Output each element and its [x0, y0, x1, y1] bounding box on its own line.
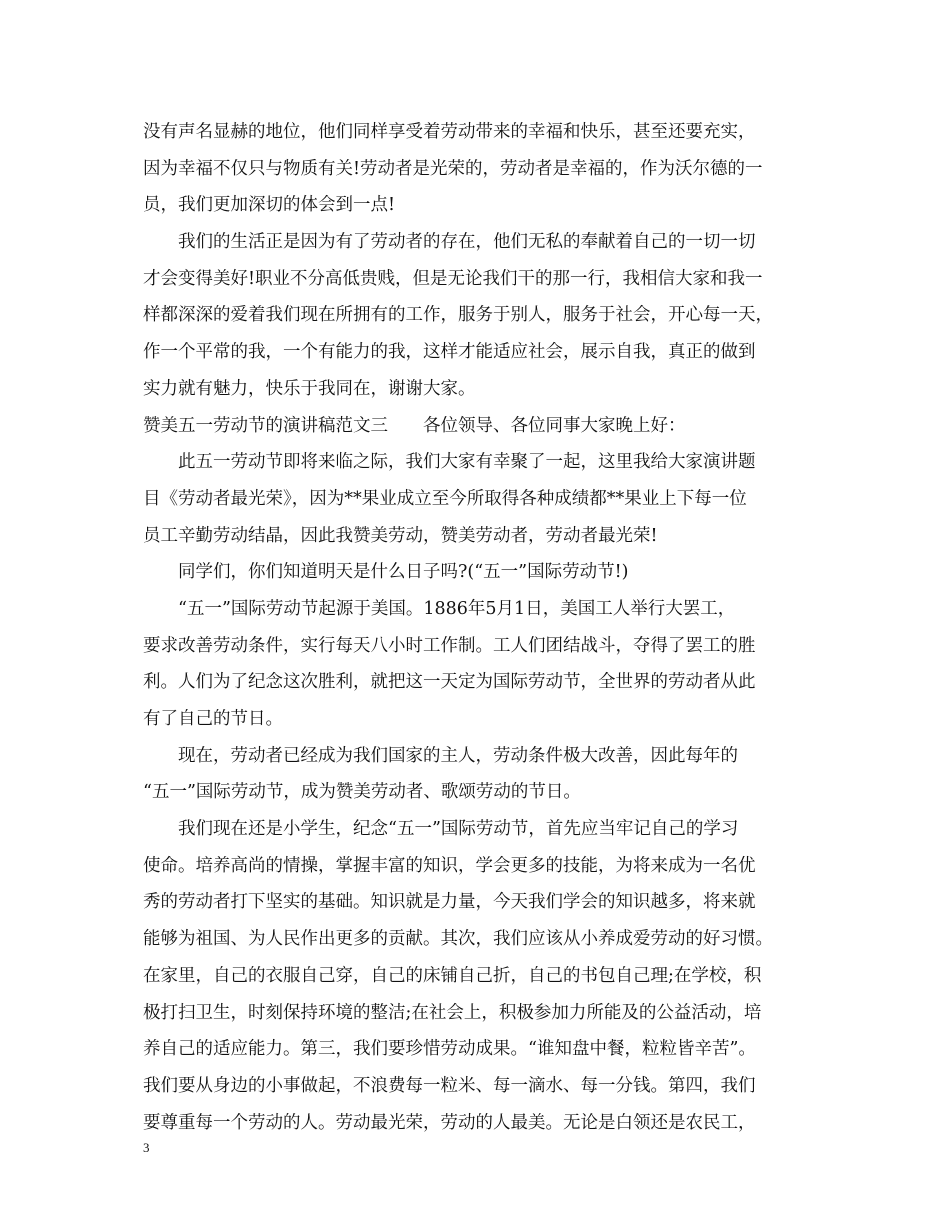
text-line: 目《劳动者最光荣》，因为**果业成立至今所取得各种成绩都**果业上下每一位: [143, 488, 747, 509]
text-line: 同学们，你们知道明天是什么日子吗?(“五一”国际劳动节!): [178, 562, 629, 583]
text-line: 在家里，自己的衣服自己穿，自己的床铺自己折，自己的书包自己理;在学校，积: [143, 965, 762, 986]
section-heading-line: 赞美五一劳动节的演讲稿范文三 各位领导、各位同事大家晚上好：: [143, 415, 686, 436]
text-line: 才会变得美好!职业不分高低贵贱，但是无论我们干的那一行，我相信大家和我一: [143, 268, 763, 289]
text-line: 使命。培养高尚的情操，掌握丰富的知识，学会更多的技能，为将来成为一名优: [143, 855, 756, 876]
text-line: 员，我们更加深切的体会到一点!: [143, 195, 396, 216]
text-line: 秀的劳动者打下坚实的基础。知识就是力量，今天我们学会的知识越多，将来就: [143, 892, 756, 913]
text-line: 实力就有魅力，快乐于我同在，谢谢大家。: [143, 378, 476, 399]
text-line: 我们要从身边的小事做起，不浪费每一粒米、每一滴水、每一分钱。第四，我们: [143, 1075, 756, 1096]
text-line: 样都深深的爱着我们现在所拥有的工作，服务于别人，服务于社会，开心每一天，: [143, 305, 773, 326]
text-line: 作一个平常的我，一个有能力的我，这样才能适应社会，展示自我，真正的做到: [143, 342, 756, 363]
text-line: 我们的生活正是因为有了劳动者的存在，他们无私的奉献着自己的一切一切: [178, 232, 756, 253]
text-line: 现在，劳动者已经成为我们国家的主人，劳动条件极大改善，因此每年的: [178, 745, 738, 766]
text-line: 员工辛勤劳动结晶，因此我赞美劳动，赞美劳动者，劳动者最光荣!: [143, 525, 658, 546]
text-line: 能够为祖国、为人民作出更多的贡献。其次，我们应该从小养成爱劳动的好习惯。: [143, 929, 773, 950]
text-line: 此五一劳动节即将来临之际，我们大家有幸聚了一起，这里我给大家演讲题: [178, 452, 756, 473]
text-line: 极打扫卫生，时刻保持环境的整洁;在社会上，积极参加力所能及的公益活动，培: [143, 1002, 762, 1023]
text-line: 要求改善劳动条件，实行每天八小时工作制。工人们团结战斗，夺得了罢工的胜: [143, 635, 756, 656]
text-line: 没有声名显赫的地位，他们同样享受着劳动带来的幸福和快乐，甚至还要充实，: [143, 122, 756, 142]
page-number: 3: [143, 1140, 150, 1155]
text-line: 因为幸福不仅只与物质有关!劳动者是光荣的，劳动者是幸福的，作为沃尔德的一: [143, 158, 763, 179]
text-line: 要尊重每一个劳动的人。劳动最光荣，劳动的人最美。无论是白领还是农民工，: [143, 1112, 756, 1133]
text-line: 利。人们为了纪念这次胜利，就把这一天定为国际劳动节，全世界的劳动者从此: [143, 672, 756, 693]
text-line: “五一”国际劳动节，成为赞美劳动者、歌颂劳动的节日。: [143, 782, 581, 803]
text-line: “五一”国际劳动节起源于美国。1886年5月1日，美国工人举行大罢工，: [178, 598, 736, 619]
text-line: 养自己的适应能力。第三，我们要珍惜劳动成果。“谁知盘中餐，粒粒皆辛苦”。: [143, 1039, 756, 1060]
text-line: 有了自己的节日。: [143, 709, 283, 729]
text-line: 我们现在还是小学生，纪念“五一”国际劳动节，首先应当牢记自己的学习: [178, 819, 739, 840]
document-body: [143, 114, 833, 1141]
